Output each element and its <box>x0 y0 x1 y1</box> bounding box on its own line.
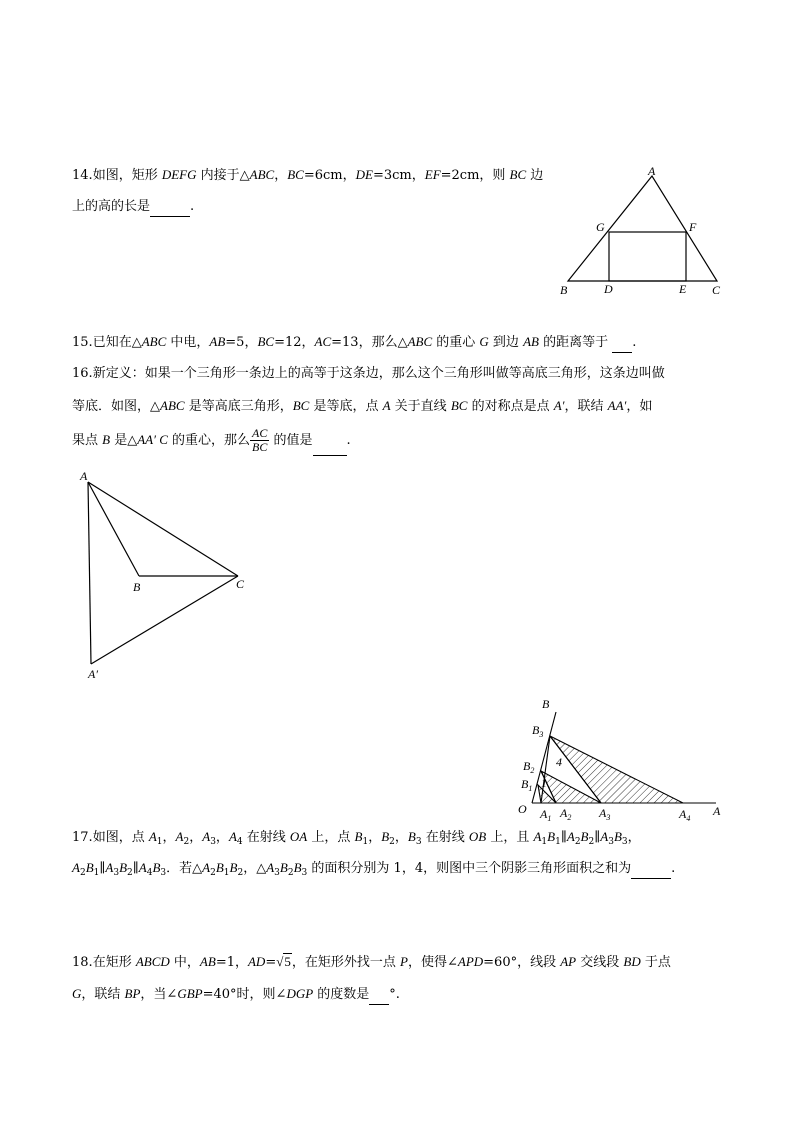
svg-text:A3: $A_3$ <box>599 806 611 822</box>
q14-figure-labels <box>560 164 721 297</box>
question-16-line2: 等底．如图，△ABC 是等高底三角形，BC 是等底，点 A 关于直线 BC 的对称点是点 A′，联结 AA′，如 <box>72 398 653 414</box>
q16-figure <box>88 482 238 664</box>
question-16-line3: 果点 B 是△AA′ C 的重心，那么 $\frac{AC}{BC}$ 的值是 . <box>72 426 351 454</box>
svg-text:A1: $A_1$ <box>540 807 552 823</box>
svg-text:D: D <box>604 282 613 296</box>
answer-blank[interactable] <box>150 198 190 217</box>
answer-blank[interactable] <box>313 427 347 456</box>
svg-text:A2: $A_2$ <box>560 806 572 822</box>
svg-text:A4: $A_4$ <box>679 807 691 823</box>
question-15: 15.已知在△ABC 中电，AB=5，BC=12，AC=13，那么△ABC 的重心 G 到边 AB 的距离等于 . <box>72 333 636 353</box>
question-16-line1: 16.新定义：如果一个三角形一条边上的高等于这条边，那么这个三角形叫做等高底三角形，这条边叫做 <box>72 366 665 381</box>
svg-text:4: 4 <box>556 755 562 769</box>
svg-text:C: C <box>236 577 245 591</box>
question-17-line1: 17.如图，点 $A_1$，$A_2$，$A_3$，$A_4$ 在射线 OA 上，点 $B_1$，$B_2$，$B_3$ 在射线 OB 上，且 $A_1B_1\parallel A_2B_2\parallel A_3B_3$， <box>72 829 641 847</box>
question-14-line2: 上的高的长是 . <box>72 198 194 217</box>
question-17-line2: $A_2B_1\parallel A_3B_2\parallel A_4B_3$．若$\triangle A_2B_1B_2$，$\triangle A_3B_2B_3$ 的面积分别为 1，4，则图中三个阴影三角形面积之和为 . <box>72 860 676 878</box>
svg-text:A: A <box>648 164 656 178</box>
q17-figure-labels <box>518 697 721 823</box>
svg-text:B2: $B_2$ <box>523 759 535 775</box>
svg-text:B: B <box>542 697 550 711</box>
svg-text:G: G <box>596 220 605 234</box>
svg-text:A′: A′ <box>88 667 98 681</box>
svg-text:C: C <box>712 283 721 297</box>
svg-text:O: O <box>518 802 527 816</box>
answer-blank[interactable] <box>369 986 389 1005</box>
svg-text:1: 1 <box>541 776 547 790</box>
answer-blank[interactable] <box>631 860 671 879</box>
svg-text:E: E <box>679 282 687 296</box>
question-18-line2: G，联结 BP，当∠GBP=40°时，则∠DGP 的度数是 °. <box>72 985 400 1005</box>
svg-text:A: A <box>713 804 721 818</box>
svg-text:F: F <box>689 220 697 234</box>
fraction-ac-bc: $\frac{AC}{BC}$ <box>252 426 268 454</box>
q16-figure-labels <box>79 469 245 681</box>
question-14-line1: 14.如图，矩形 DEFG 内接于△ABC，BC=6cm，DE=3cm，EF=2cm，则 BC 边 <box>72 167 544 183</box>
question-18-line1: 18.在矩形 ABCD 中，AB=1，AD=√5，在矩形外找一点 P，使得∠APD=60°，线段 AP 交线段 BD 于点 <box>72 954 671 970</box>
svg-text:B1: $B_1$ <box>521 777 533 793</box>
svg-text:B: B <box>133 580 141 594</box>
answer-blank[interactable] <box>612 334 632 353</box>
svg-text:B: B <box>560 283 568 297</box>
svg-text:A: A <box>80 469 88 483</box>
svg-text:B3: $B_3$ <box>532 723 544 739</box>
sqrt-expression: √5 <box>276 954 291 969</box>
